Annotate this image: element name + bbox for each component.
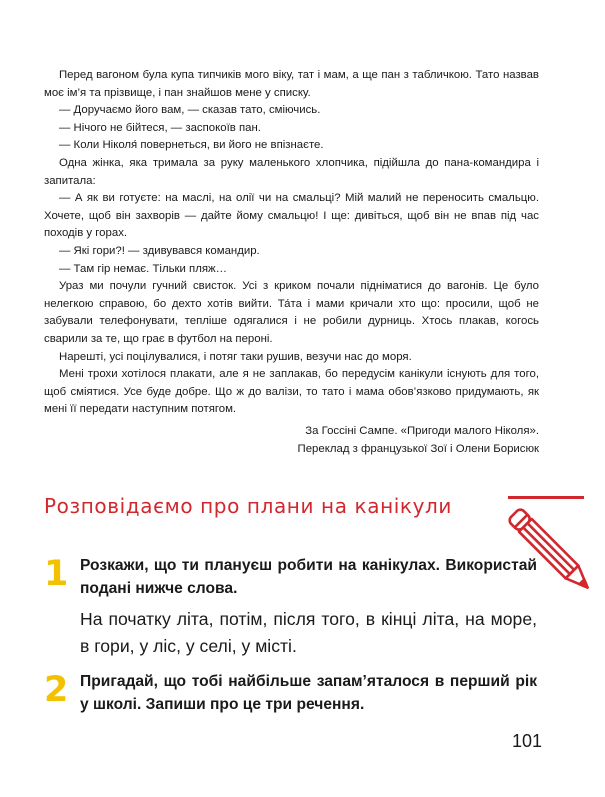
- story-text: [44, 67, 539, 419]
- page-number: 101: [511, 731, 542, 751]
- story-paragraph: Перед вагоном була купа типчиків мого віку, тат і мам, а ще пан з табличкою. Тато назвав моє ім’я та прізвище, і пан знайшов мене у списку.: [44, 69, 539, 99]
- source-author: За Госсіні Сампе. «Пригоди малого Ніколя».: [305, 425, 539, 437]
- task-2: [80, 670, 537, 716]
- story-paragraph: — Коли Ніколя́ повернеться, ви його не впізнаєте.: [59, 139, 324, 152]
- task-1-instruction: Розкажи, що ти плануєш робити на канікулах. Використай подані нижче слова.: [80, 557, 537, 597]
- story-paragraph: — Які гори?! — здивувався командир.: [59, 244, 260, 257]
- story-paragraph: — Там гір немає. Тільки пляж…: [59, 262, 228, 275]
- task-2-instruction: Пригадай, що тобі найбільше запам’яталося в перший рік у школі. Запиши про це три речення.: [80, 673, 537, 713]
- story-source: [298, 422, 539, 458]
- story-paragraph: — Доручаємо його вам, — сказав тато, сміючись.: [59, 104, 321, 117]
- task-1-number: 1: [44, 554, 69, 594]
- task-1: [80, 554, 537, 660]
- story-paragraph: — Нічого не бійтеся, — заспокоїв пан.: [59, 121, 261, 134]
- story-paragraph: Нарешті, усі поцілувалися, і потяг таки рушив, везучи нас до моря.: [59, 350, 412, 363]
- story-paragraph: Одна жінка, яка тримала за руку маленького хлопчика, підійшла до пана-командира і запитала:: [44, 156, 539, 187]
- section-title: Розповідаємо про плани на канікули: [44, 494, 452, 518]
- decorative-line: [508, 496, 584, 499]
- story-paragraph: Ураз ми почули гучний свисток. Усі з криком почали підніматися до вагонів. Це було нелегкою справою, бо дехто хотів вийти. Та́та і мами кричали хто що: просили, щоб не забували телефонувати, тепліше одягалися і не робили дурниць. Хтось плакав, когось сварили за те, що грає в футбол на пероні.: [44, 280, 539, 345]
- task-2-number: 2: [44, 670, 69, 710]
- source-translator: Переклад з французької Зої і Олени Борисюк: [297, 443, 539, 455]
- story-paragraph: — А як ви готуєте: на маслі, на олії чи на смальці? Мій малий не переносить смальцю. Хочете, щоб він захворів — дайте йому смальцю! І ще: дивіться, щоб він не впав під час походів у горах.: [44, 192, 539, 240]
- task-1-words: На початку літа, потім, після того, в кінці літа, на море, в гори, у ліс, у селі, у місті.: [80, 609, 537, 656]
- story-paragraph: Мені трохи хотілося плакати, але я не заплакав, бо передусім канікули існують для того, щоб сміятися. Усе буде добре. Що ж до валізи, то тато і мама обов’язково придумають, як мені її передати наступним потягом.: [44, 368, 539, 416]
